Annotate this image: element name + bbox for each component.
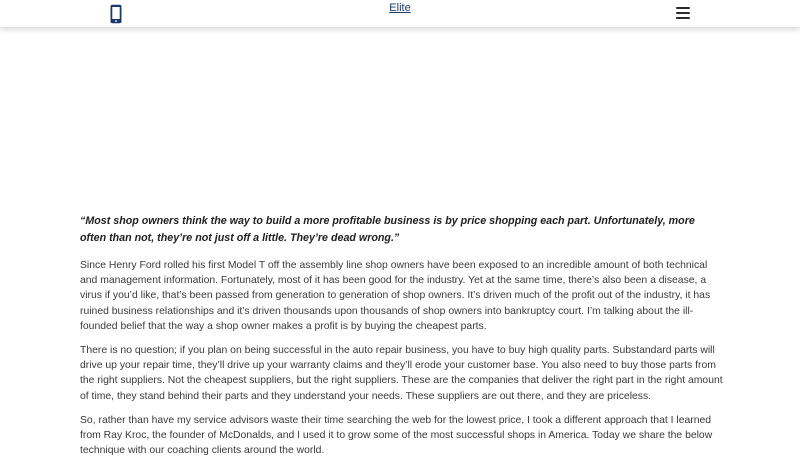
pull-quote: “Most shop owners think the way to build a more profitable business is by price shopping each part. Unfortunately, more often than not, they’re not just off a little. They’re dead wrong.” [80, 215, 695, 244]
smartphone-icon [108, 4, 124, 24]
hamburger-menu-icon [676, 7, 690, 19]
phone-call-button[interactable] [108, 4, 124, 24]
menu-button[interactable] [676, 7, 690, 20]
article-paragraph: So, rather than have my service advisors waste their time searching the web for the lowest price, I took a different approach that I learned from Ray Kroc, the founder of McDonalds, and I used it to grow some of the most successful shops in America. Today we share the below technique with our coaching clients around the world. [80, 414, 713, 457]
top-navigation-bar [0, 0, 800, 27]
article-paragraph: Since Henry Ford rolled his first Model T off the assembly line shop owners have been exposed to an incredible amount of both technical and management information. Fortunately, most of it has been good for the industry. Yet at the same time, there’s also been a disease, a virus if you’d like, that’s been passed from generation to generation of shop owners. It’s driven much of the profit out of the industry, it has ruined business relationships and it’s driven thousands upon thousands of shop owners into bankruptcy court. I’m talking about the ill-founded belief that the way a shop owner makes a profit is by buying the cheapest parts. [80, 260, 711, 332]
brand-link[interactable]: Elite [389, 2, 411, 14]
article-body [80, 213, 723, 467]
article-paragraph: There is no question; if you plan on being successful in the auto repair business, you have to buy high quality parts. Substandard parts will drive up your repair time, they’ll drive up your warranty claims and they’ll erode your customer base. You also need to buy those parts from the right suppliers. Not the cheapest suppliers, but the right suppliers. These are the companies that deliver the right part in the right amount of time, they stand behind their parts and they understand your needs. These suppliers are out there, and they are priceless. [80, 345, 723, 402]
